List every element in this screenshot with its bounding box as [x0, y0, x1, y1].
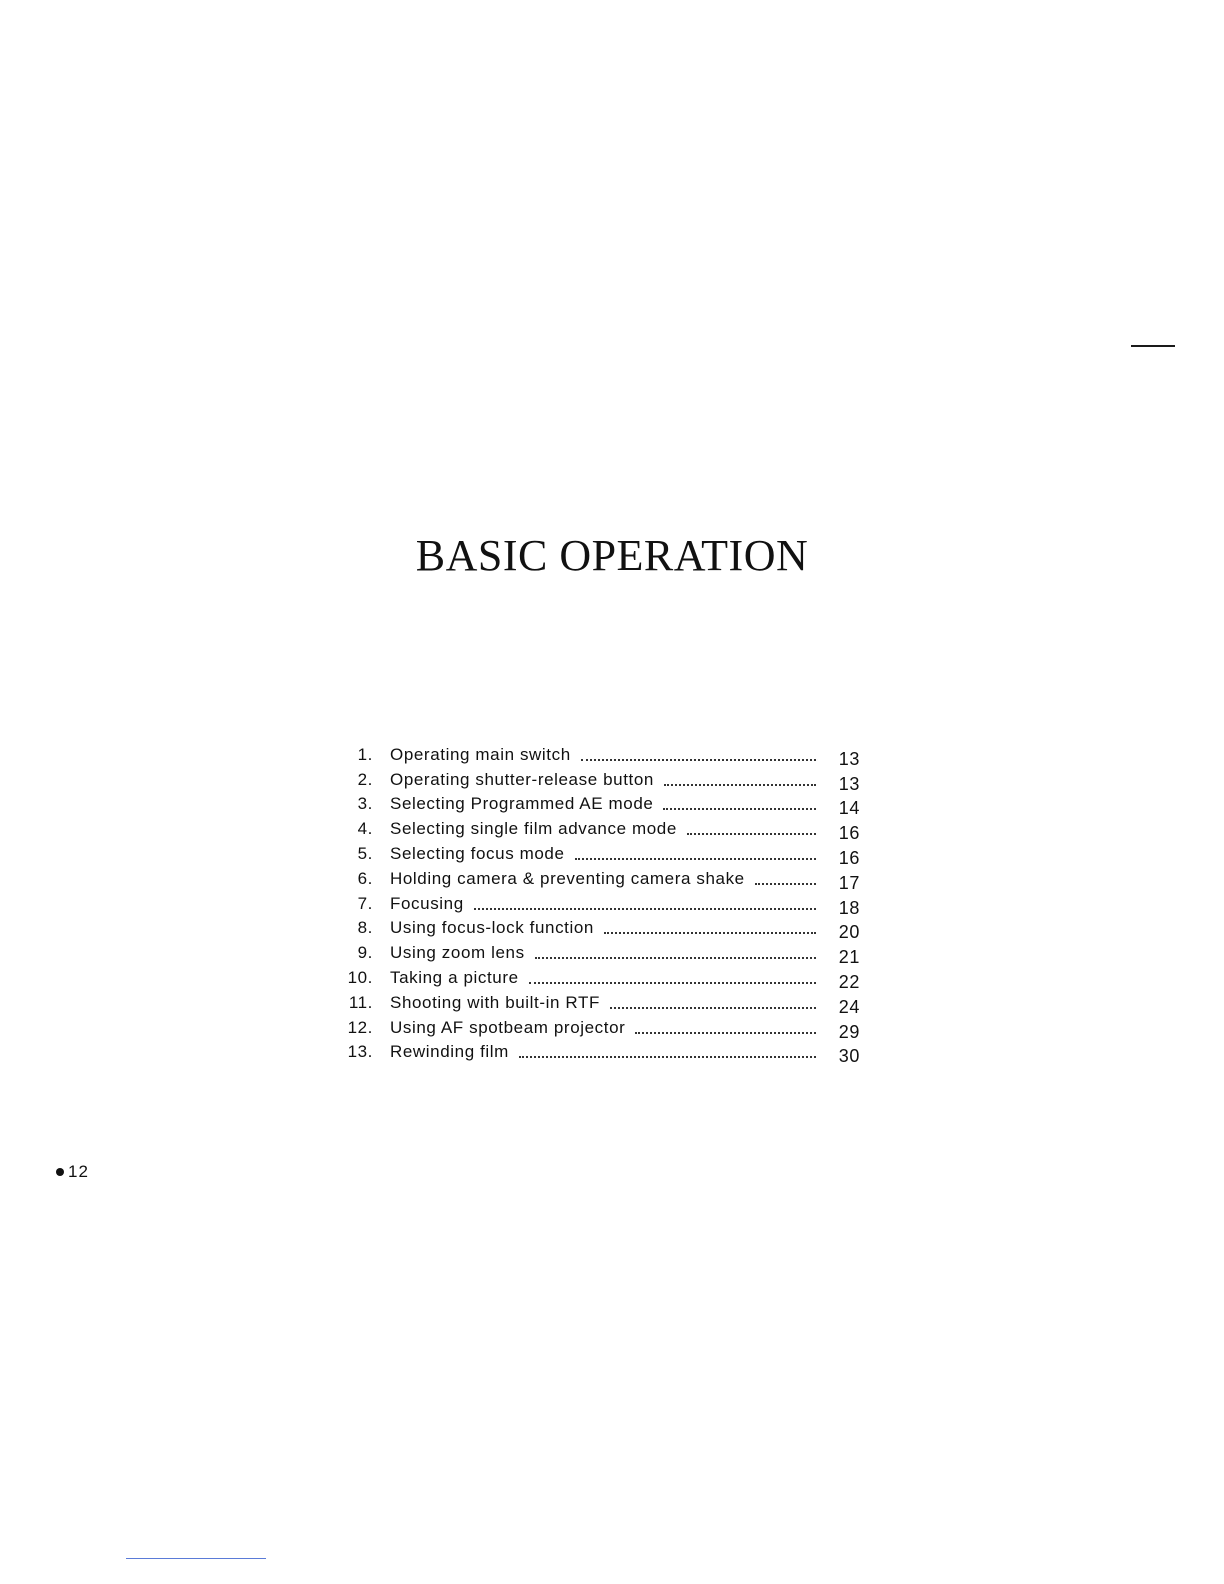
toc-dot-leader [604, 932, 816, 934]
toc-entry[interactable] [335, 791, 860, 819]
toc-entry-page: 22 [838, 971, 860, 992]
toc-dot-leader [687, 833, 816, 835]
toc-entry-page: 21 [838, 947, 860, 968]
toc-entry-page: 20 [838, 922, 860, 943]
toc-dot-leader [755, 883, 816, 885]
toc-dot-leader [575, 858, 816, 860]
toc-entry-label: Using focus-lock function [390, 918, 594, 938]
toc-entry-number: 9. [357, 943, 373, 963]
toc-entry-number: 8. [357, 918, 373, 938]
toc-entry-label: Selecting Programmed AE mode [390, 794, 654, 814]
toc-entry-page: 18 [838, 897, 860, 918]
toc-entry-number: 3. [357, 794, 373, 814]
toc-entry[interactable] [335, 939, 860, 968]
toc-entry-page: 14 [838, 798, 860, 819]
toc-dot-leader [664, 784, 816, 786]
toc-entry-label: Operating shutter-release button [390, 769, 654, 789]
toc-entry-label: Using zoom lens [390, 943, 525, 963]
toc-dot-leader [610, 1007, 816, 1009]
toc-dot-leader [474, 908, 816, 910]
toc-entry-label: Using AF spotbeam projector [390, 1017, 626, 1037]
toc-entry[interactable] [335, 766, 860, 794]
toc-entry-page: 17 [838, 872, 860, 893]
toc-entry-label: Taking a picture [390, 967, 519, 987]
page-number-text: 12 [68, 1162, 89, 1181]
toc-entry[interactable] [335, 1014, 860, 1042]
toc-dot-leader [529, 982, 816, 984]
toc-entry-page: 30 [838, 1046, 860, 1067]
toc-dot-leader [663, 808, 816, 810]
toc-entry-label: Selecting single film advance mode [390, 819, 677, 839]
toc-entry[interactable] [335, 840, 860, 868]
toc-entry-number: 6. [357, 868, 373, 888]
toc-entry-number: 13. [347, 1042, 373, 1062]
toc-entry[interactable] [335, 989, 860, 1017]
toc-entry[interactable] [335, 1039, 860, 1067]
toc-entry-label: Rewinding film [390, 1042, 509, 1062]
toc-entry-number: 7. [357, 893, 373, 913]
page-number [56, 1162, 89, 1182]
toc-entry-label: Selecting focus mode [390, 843, 565, 863]
toc-entry-number: 1. [357, 744, 373, 764]
edge-tab-mark [1131, 345, 1175, 347]
toc-dot-leader [535, 957, 816, 959]
toc-entry-page: 16 [838, 823, 860, 844]
toc-entry-number: 11. [348, 992, 373, 1012]
toc-dot-leader [581, 759, 816, 761]
table-of-contents [335, 741, 860, 1067]
toc-entry-number: 2. [357, 769, 373, 789]
toc-entry-number: 5. [357, 843, 373, 863]
toc-entry-label: Holding camera & preventing camera shake [390, 868, 745, 888]
toc-entry-page: 24 [838, 996, 860, 1017]
toc-dot-leader [519, 1056, 816, 1058]
page-title: BASIC OPERATION [415, 531, 809, 580]
bullet-icon [56, 1168, 64, 1176]
toc-entry-page: 13 [838, 773, 860, 794]
toc-entry-number: 10. [347, 967, 373, 987]
toc-entry-label: Operating main switch [390, 744, 571, 764]
toc-dot-leader [635, 1032, 816, 1034]
toc-entry[interactable] [335, 890, 860, 918]
toc-entry-page: 29 [838, 1021, 860, 1042]
toc-entry[interactable] [335, 865, 860, 893]
toc-entry[interactable] [335, 915, 860, 943]
toc-entry[interactable] [335, 741, 860, 769]
toc-entry-page: 16 [838, 847, 860, 868]
toc-entry[interactable] [335, 964, 860, 992]
toc-entry-number: 4. [357, 819, 373, 839]
toc-entry-page: 13 [838, 748, 860, 769]
toc-entry[interactable] [335, 815, 860, 844]
toc-entry-number: 12. [347, 1017, 373, 1037]
bottom-rule [126, 1558, 266, 1559]
toc-entry-label: Shooting with built-in RTF [390, 992, 600, 1012]
toc-entry-label: Focusing [390, 893, 464, 913]
